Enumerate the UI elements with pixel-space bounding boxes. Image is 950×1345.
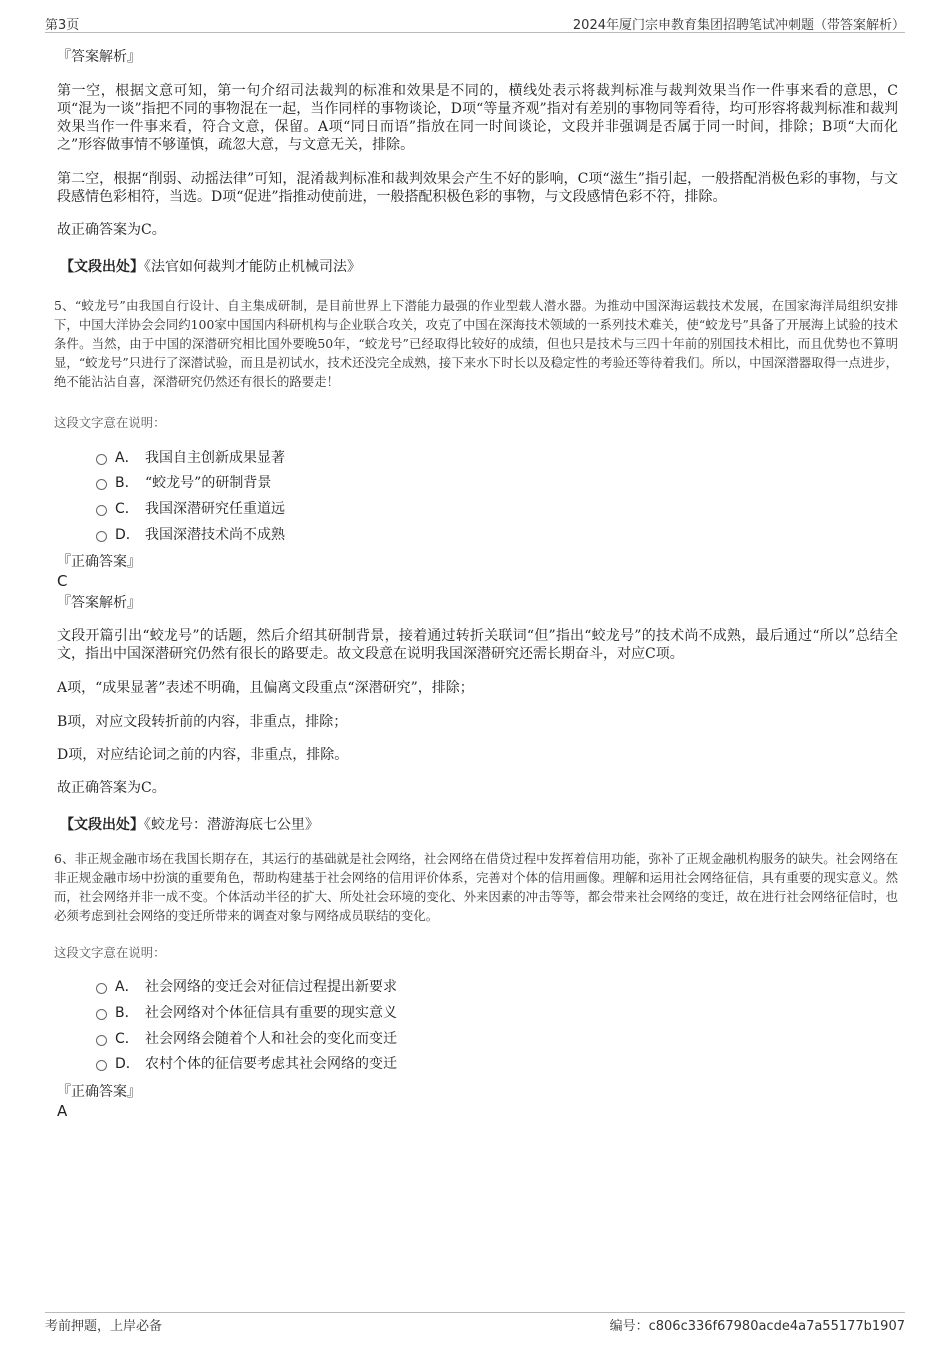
page-header: [45, 10, 905, 33]
q6-answer-label: 『正确答案』: [57, 1084, 141, 1100]
document-title: 2024年厦门宗申教育集团招聘笔试冲刺题（带答案解析）: [572, 18, 905, 33]
q4-analysis-para-1: 第一空，根据文意可知，第一句介绍司法裁判的标准和效果是不同的，横线处表示将裁判标准与裁判效果当作一件事来看的意思，C项“混为一谈”指把不同的事物混在一起，当作同样的事物谈论，D项“等量齐观”指对有差别的事物同等看待，均可形容将裁判标准和裁判效果当作一件事来看，符合文意，保留。A项“同日而语”指放在同一时间谈论，文段并非强调是否属于同一时间，排除；B项“大而化之”形容做事情不够谨慎，疏忽大意，与文意无关，排除。: [57, 83, 898, 153]
q4-conclusion: 故正确答案为C。: [57, 222, 166, 238]
radio-icon[interactable]: [96, 1035, 107, 1046]
q5-conclusion: 故正确答案为C。: [57, 780, 166, 796]
q4-analysis-para-2: 第二空，根据“削弱、动摇法律”可知，混淆裁判标准和裁判效果会产生不好的影响，C项“滋生”指引起，一般搭配消极色彩的事物，与文段感情色彩相符，当选。D项“促进”指推动使前进，一般搭配积极色彩的事物，与文段感情色彩不符，排除。: [57, 171, 898, 205]
q6-option-c[interactable]: C． 社会网络会随着个人和社会的变化而变迁: [96, 1027, 397, 1049]
radio-icon[interactable]: [96, 1060, 107, 1071]
footer-slogan: 考前押题，上岸必备: [45, 1319, 163, 1334]
page-footer: [45, 1312, 905, 1339]
q6-option-a[interactable]: A． 社会网络的变迁会对征信过程提出新要求: [96, 975, 397, 997]
q5-option-b[interactable]: B． “蛟龙号”的研制背景: [96, 471, 271, 493]
radio-icon[interactable]: [96, 983, 107, 994]
q5-analysis-para-4: D项，对应结论词之前的内容，非重点，排除。: [57, 747, 349, 763]
q5-prompt: 这段文字意在说明：: [54, 415, 166, 430]
q5-source-text: 《蛟龙号：潜游海底七公里》: [144, 817, 319, 833]
q4-source: [60, 256, 361, 276]
q5-option-a[interactable]: A． 我国自主创新成果显著: [96, 446, 285, 468]
radio-icon[interactable]: [96, 531, 107, 542]
q4-analysis-label: 『答案解析』: [57, 49, 141, 65]
q5-answer: C: [57, 572, 68, 590]
q6-option-b[interactable]: B． 社会网络对个体征信具有重要的现实意义: [96, 1001, 397, 1023]
q6-answer: A: [57, 1102, 68, 1120]
q6-option-d[interactable]: D． 农村个体的征信要考虑其社会网络的变迁: [96, 1052, 397, 1074]
q6-question-text: 6、非正规金融市场在我国长期存在，其运行的基础就是社会网络，社会网络在借贷过程中发挥着信用功能，弥补了正规金融机构服务的缺失。社会网络在非正规金融市场中扮演的重要角色，帮助构建基于社会网络的信用评价体系，完善对个体的信用画像。理解和运用社会网络征信，具有重要的现实意义。然而，社会网络并非一成不变。个体活动半径的扩大、所处社会环境的变化、外来因素的冲击等等，都会带来社会网络的变迁，故在进行社会网络征信时，也必须考虑到社会网络的变迁所带来的调查对象与网络成员联结的变化。: [54, 851, 898, 923]
radio-icon[interactable]: [96, 1009, 107, 1020]
q5-option-d[interactable]: D． 我国深潜技术尚不成熟: [96, 523, 285, 545]
q6-prompt: 这段文字意在说明：: [54, 945, 166, 960]
q5-question-text: 5、“蛟龙号”由我国自行设计、自主集成研制，是目前世界上下潜能力最强的作业型载人潜水器。为推动中国深海运载技术发展，在国家海洋局组织安排下，中国大洋协会会同约100家中国国内科研机构与企业联合攻关，攻克了中国在深海技术领域的一系列技术难关，使“蛟龙号”具备了开展海上试验的技术条件。当然，由于中国的深潜研究相比国外要晚50年，“蛟龙号”已经取得比较好的成绩，但也只是技术与三四十年前的别国技术相比，而且优势也不算明显，“蛟龙号”只进行了深潜试验，而且是初试水，技术还没完全成熟，接下来水下时长以及稳定性的考验还等待着我们。所以，中国深潜器取得一点进步，绝不能沾沾自喜，深潜研究仍然还有很长的路要走！: [54, 298, 898, 389]
radio-icon[interactable]: [96, 479, 107, 490]
q5-source: [60, 814, 319, 834]
q5-analysis-para-3: B项，对应文段转折前的内容，非重点，排除；: [57, 714, 348, 730]
q5-analysis-para-2: A项，“成果显著”表述不明确，且偏离文段重点“深潜研究”，排除；: [57, 680, 474, 696]
q5-analysis-label: 『答案解析』: [57, 595, 141, 611]
radio-icon[interactable]: [96, 454, 107, 465]
q5-answer-label: 『正确答案』: [57, 554, 141, 570]
q5-analysis-para-1: 文段开篇引出“蛟龙号”的话题，然后介绍其研制背景，接着通过转折关联词“但”指出“蛟龙号”的技术尚不成熟，最后通过“所以”总结全文，指出中国深潜研究仍然有很长的路要走。故文段意在说明我国深潜研究还需长期奋斗，对应C项。: [57, 628, 898, 662]
q5-source-label: 【文段出处】: [60, 817, 144, 833]
page-number: 第3页: [45, 18, 80, 33]
q5-option-c[interactable]: C． 我国深潜研究任重道远: [96, 497, 285, 519]
radio-icon[interactable]: [96, 505, 107, 516]
document-id: 编号：c806c336f67980acde4a7a55177b1907: [609, 1319, 905, 1334]
q4-source-label: 【文段出处】: [60, 259, 144, 275]
q4-source-text: 《法官如何裁判才能防止机械司法》: [144, 259, 361, 275]
